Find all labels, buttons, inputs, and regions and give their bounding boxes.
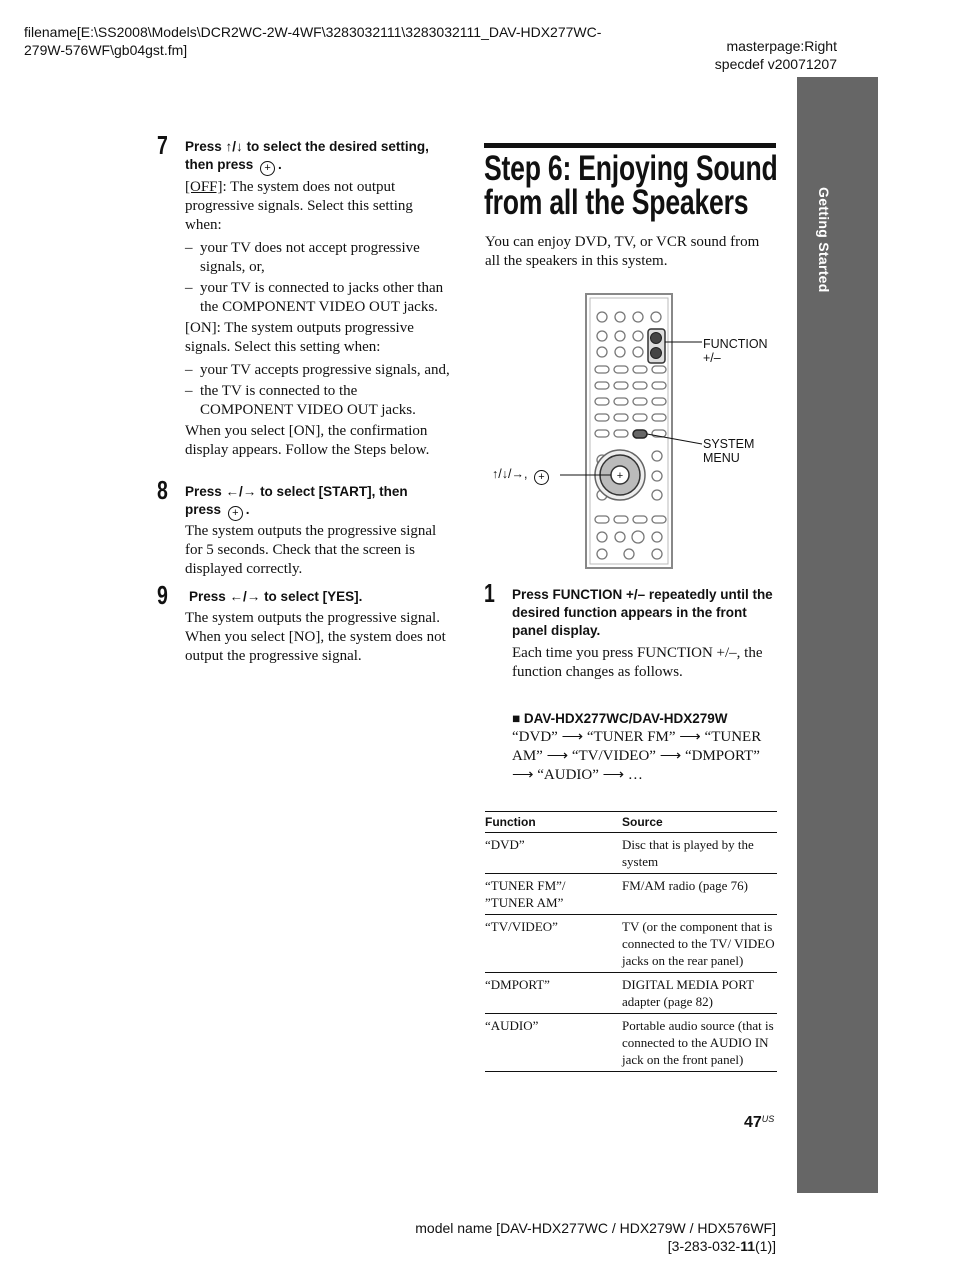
step-7-head-c: then press [185,157,254,172]
step-8-heading: Press ←/→ to select [START], then press + . [185,484,408,519]
step-9-heading [189,588,459,606]
specdef-label: specdef v20071207 [714,56,837,72]
section-title-line2: from all the Speakers [484,183,749,222]
remote-control-illustration [480,290,780,572]
svg-text:+: + [616,470,624,482]
sidebar-label: Getting Started [816,187,832,293]
off-tag: [OFF] [185,179,223,195]
source-cell: FM/AM radio (page 76) [622,874,777,915]
step-7-number: 7 [157,130,168,160]
filename-line1: filename[E:\SS2008\Models\DCR2WC-2W-4WF\3283032111\3283032111_DAV-HDX277WC- [24,24,602,40]
step-1-body: Each time you press FUNCTION +/–, the function changes as follows. [512,645,763,680]
column-header-function: Function [485,812,622,833]
off-item-1: – your TV does not accept progressive signals, or, [185,240,420,275]
table-row [485,915,777,973]
on-item-2: – the TV is connected to the COMPONENT VIDEO OUT jacks. [185,383,416,418]
off-text: : The system does not output progressive signals. Select this setting when: [185,179,413,233]
table-row [485,973,777,1014]
function-cell: “DVD” [485,833,622,874]
callout-arrows [492,467,552,485]
footer-code: [3-283-032-11(1)] [667,1238,776,1254]
table-row [485,1014,777,1072]
filename-line2: 279W-576WF\gb04gst.fm] [24,42,188,58]
on-item-1: – your TV accepts progressive signals, and, [185,362,450,378]
page-number-suffix: US [761,1114,775,1124]
step-1-number: 1 [484,578,495,608]
step-8-number: 8 [157,475,168,505]
source-cell: Disc that is played by the system [622,833,777,874]
step-7-heading: Press ↑/↓ to select the desired setting, then press + . [185,139,429,174]
enter-button-icon: + [228,506,243,521]
step-9-head-a: Press [189,589,230,604]
step-7-body [185,178,450,460]
step-8-body: The system outputs the progressive signal for 5 seconds. Check that the screen is displayed correctly. [185,523,437,577]
table-row [485,874,777,915]
function-cell: “DMPORT” [485,973,622,1014]
callout-function: FUNCTION +/– [703,337,768,365]
up-down-arrows-icon: ↑/↓ [225,139,243,154]
page-number-value: 47 [744,1114,762,1131]
table-row [485,833,777,874]
step-9-number: 9 [157,580,168,610]
step-1-heading: Press FUNCTION +/– repeatedly until the desired function appears in the front panel display. [512,587,773,638]
source-cell: DIGITAL MEDIA PORT adapter (page 82) [622,973,777,1014]
footer [380,1219,776,1255]
function-cell: “AUDIO” [485,1014,622,1072]
section-rule [484,143,776,148]
step-9-body: The system outputs the progressive signal. When you select [NO], the system does not output the progressive signal. [185,610,446,664]
step-7-head-a: Press [185,139,226,154]
table-header-row [485,812,777,833]
left-right-arrows-icon: ←/→ [229,589,261,604]
off-item-2: – your TV is connected to jacks other than the COMPONENT VIDEO OUT jacks. [185,280,444,315]
source-cell: TV (or the component that is connected to the TV/ VIDEO jacks on the rear panel) [622,915,777,973]
footer-model: model name [DAV-HDX277WC / HDX279W / HDX576WF] [415,1220,776,1236]
page-number [744,1114,774,1132]
section-title [484,149,778,222]
masterpage-label: masterpage:Right [726,38,837,54]
step-8-head-a: Press [185,484,226,499]
on-text: [ON]: The system outputs progressive signals. Select this setting when: [185,320,414,355]
enter-button-icon: + [260,161,275,176]
arrows-label: ↑/↓/→, [492,467,528,481]
square-bullet-icon: ■ [512,711,521,726]
function-cell: “TUNER FM”/ ”TUNER AM” [485,874,622,915]
column-header-source: Source [622,812,777,833]
section-title-line1: Step 6: Enjoying Sound [484,149,778,188]
step-8-head-c: press [185,502,222,517]
section-intro: You can enjoy DVD, TV, or VCR sound from all the speakers in this system. [485,234,760,269]
model-name: DAV-HDX277WC/DAV-HDX279W [523,711,728,726]
function-table [485,811,777,1072]
header-masterpage [680,37,837,73]
left-right-arrows-icon: ←/→ [225,484,257,499]
step-8-head-b: to select [START], then [256,484,408,499]
enter-button-icon: + [534,470,549,485]
model-heading [512,710,777,728]
step-7-head-b: to select the desired setting, [242,139,429,154]
function-cell: “TV/VIDEO” [485,915,622,973]
step-9-head-b: to select [YES]. [260,589,363,604]
callout-system-menu: SYSTEM MENU [703,437,755,465]
function-sequence: “DVD” ⟶ “TUNER FM” ⟶ “TUNER AM” ⟶ “TV/VIDEO” ⟶ “DMPORT” ⟶ “AUDIO” ⟶ … [512,729,762,783]
step-7-after: When you select [ON], the confirmation display appears. Follow the Steps below. [185,423,430,458]
source-cell: Portable audio source (that is connected to the AUDIO IN jack on the front panel) [622,1014,777,1072]
header-filename [24,23,664,59]
